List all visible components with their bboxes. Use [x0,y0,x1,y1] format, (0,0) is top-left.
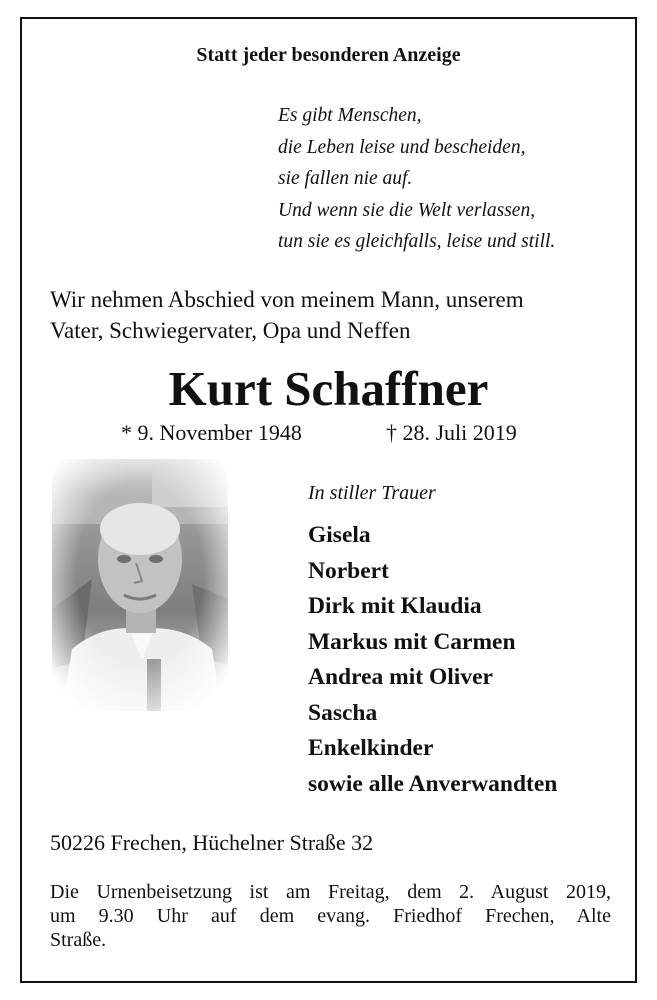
obituary-heading: Statt jeder besonderen Anzeige [196,44,461,66]
birth-date: * 9. November 1948 [121,420,302,445]
notice-line: Die Urnenbeisetzung ist am Freitag, dem 2. August 2019, [50,881,611,903]
family-address: 50226 Frechen, Hüchelner Straße 32 [50,830,374,855]
mourner-name: Andrea mit Oliver [308,664,493,690]
poem [278,100,555,258]
mourner-name: sowie alle Anverwandten [308,770,558,797]
notice-line: um 9.30 Uhr auf dem evang. Friedhof Frechen, Alte [50,905,611,927]
poem-line: Und wenn sie die Welt verlassen, [278,199,536,221]
burial-notice [50,880,611,952]
poem-line: tun sie es gleichfalls, leise und still. [278,231,556,252]
mourner-name: Enkelkinder [308,735,434,761]
mourner-name: Sascha [308,699,378,726]
intro-line: Vater, Schwiegervater, Opa und Neffen [50,318,411,343]
poem-line: Es gibt Menschen, [278,105,422,126]
mourner-name: Markus mit Carmen [308,628,516,655]
notice-line: Straße. [50,929,107,951]
deceased-name: Kurt Schaffner [168,361,489,416]
mourner-name: Dirk mit Klaudia [308,593,482,619]
portrait-photo [52,459,228,711]
mourner-name: Gisela [308,522,371,548]
intro-line: Wir nehmen Abschied von meinem Mann, unserem [50,287,524,312]
poem-line: die Leben leise und bescheiden, [278,136,526,158]
mourning-label: In stiller Trauer [308,482,436,504]
mourners-list [308,518,557,802]
death-date: † 28. Juli 2019 [386,420,517,445]
poem-line: sie fallen nie auf. [278,168,413,189]
farewell-intro [50,284,615,346]
mourner-name: Norbert [308,557,389,584]
